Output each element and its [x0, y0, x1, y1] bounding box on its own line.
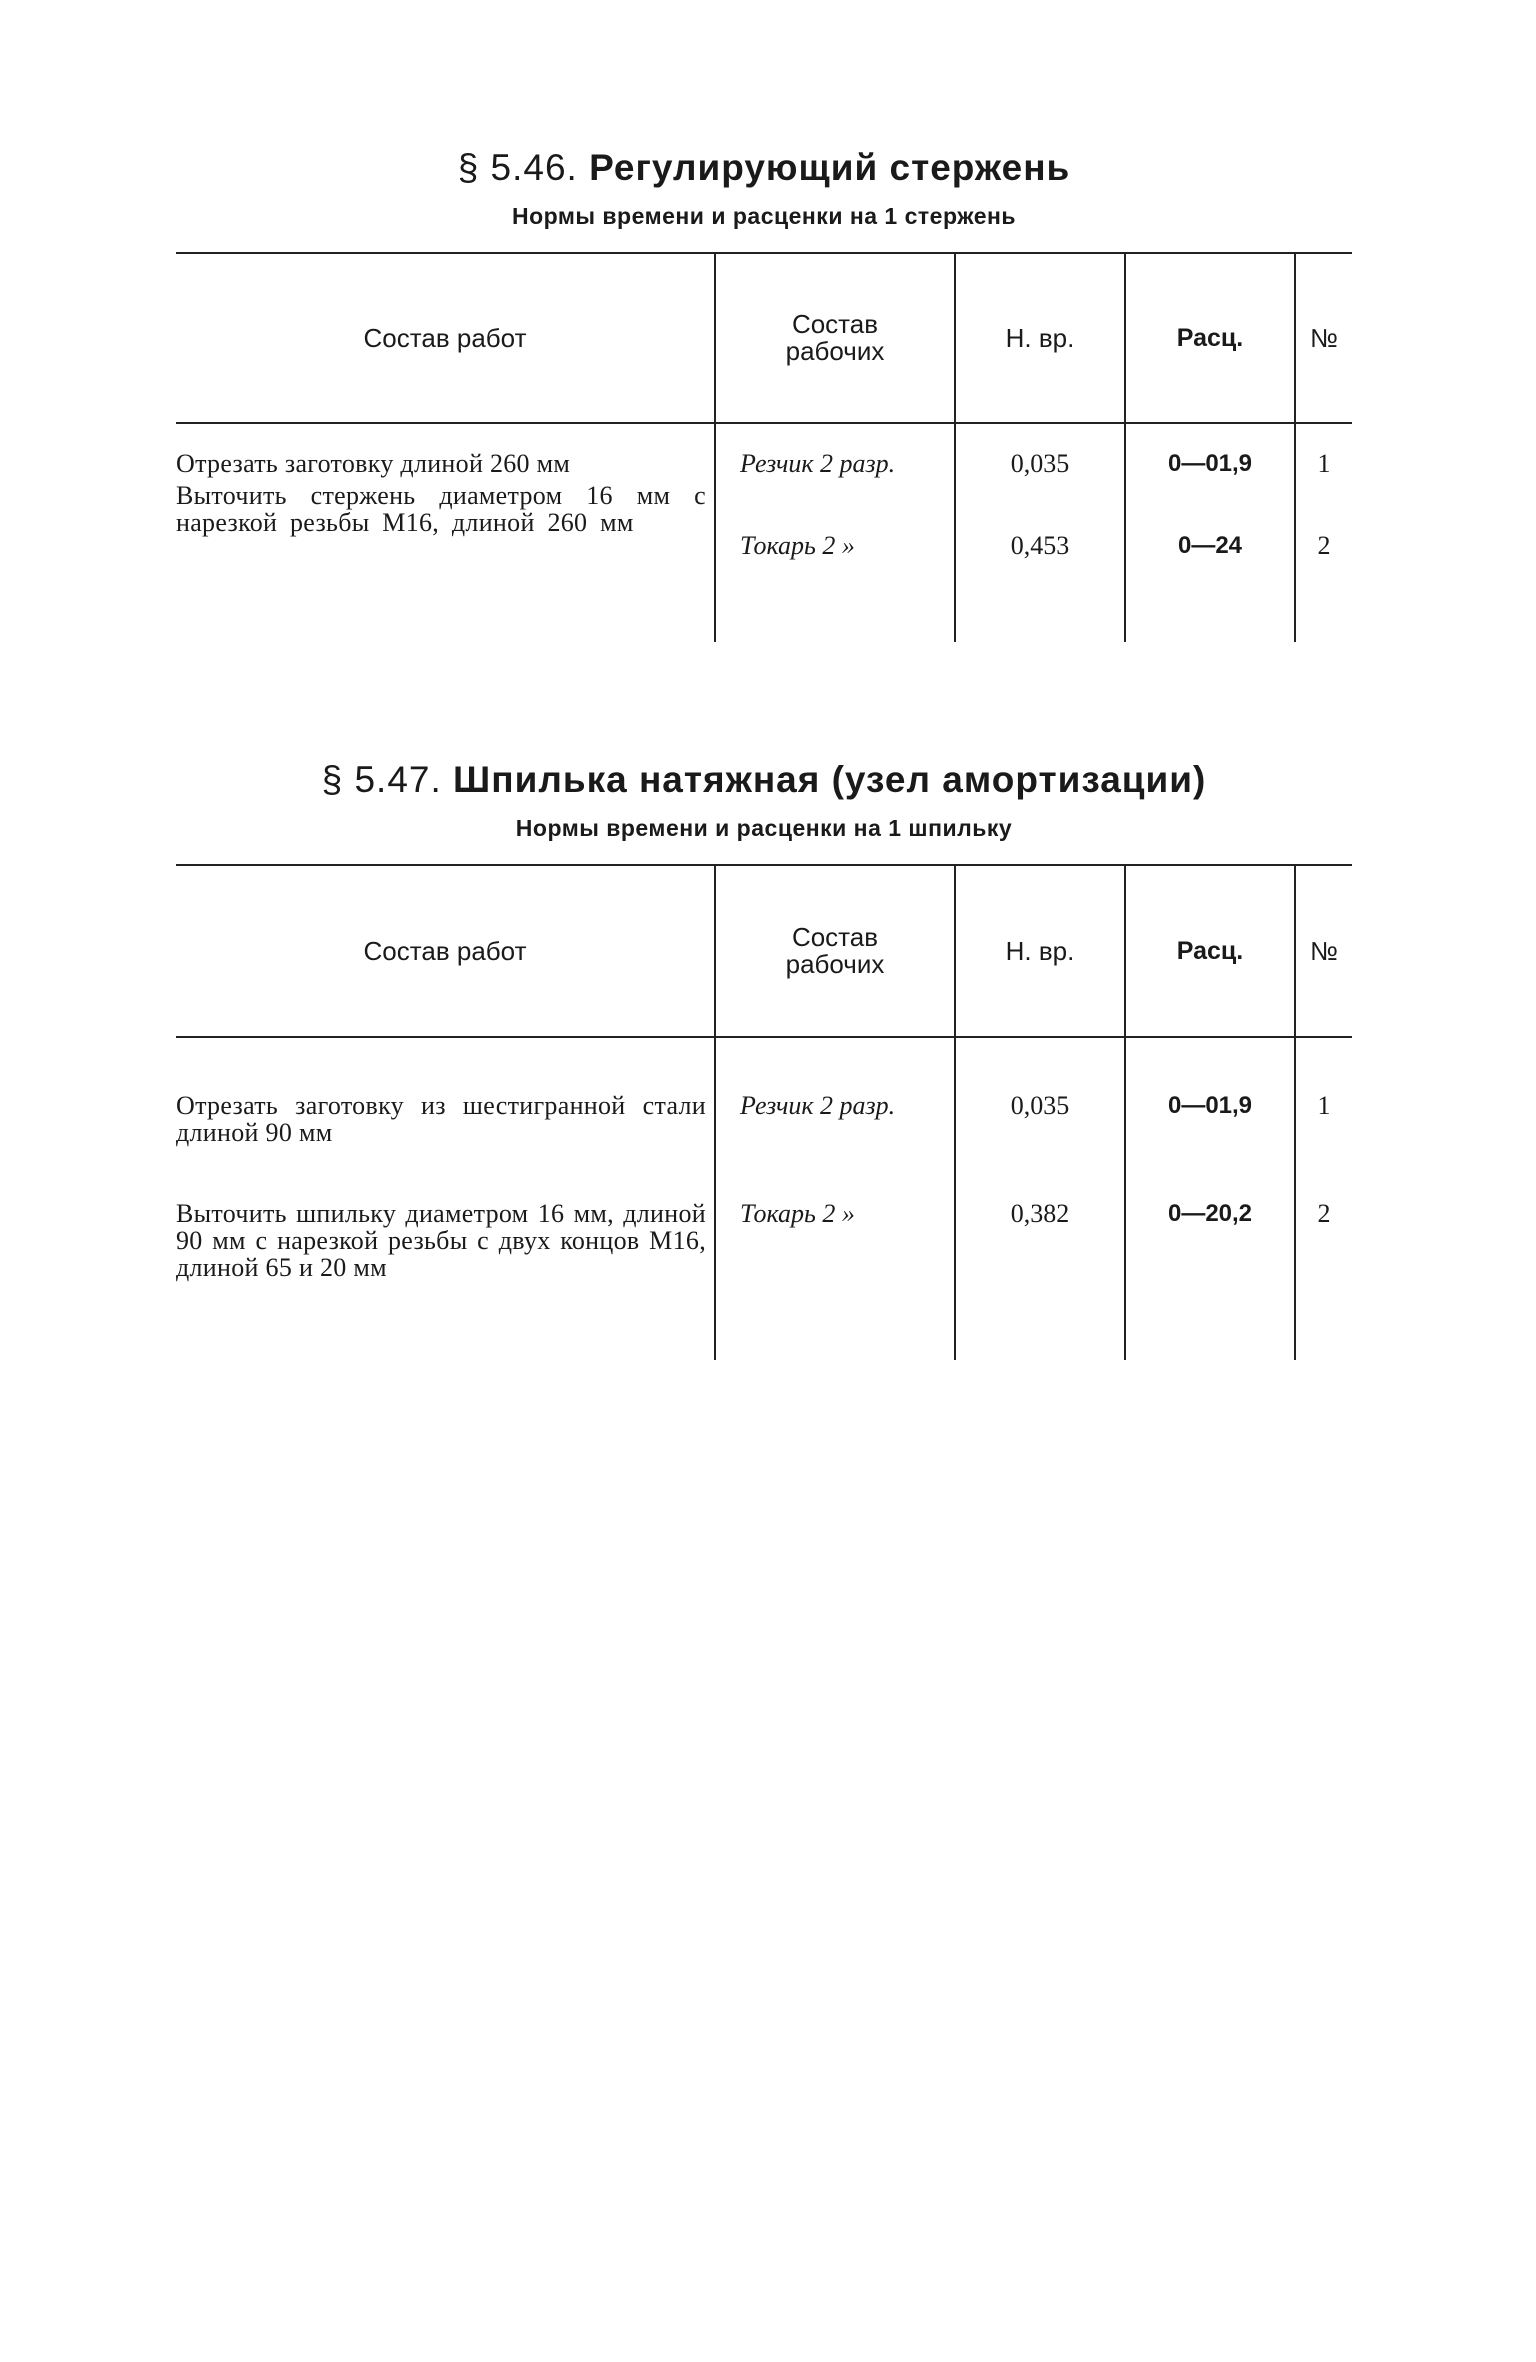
row-1-number: 1 [1317, 449, 1331, 478]
norms-table [176, 252, 1352, 642]
table-header [176, 254, 1352, 424]
header-time: Н. вр. [954, 866, 1124, 1036]
workers-column [714, 424, 954, 642]
header-time: Н. вр. [954, 254, 1124, 422]
row-2-work: Выточить стержень диаметром 16 мм с нарезкой резьбы М16, длиной 260 мм [176, 481, 706, 537]
row-2-work: Выточить шпильку диаметром 16 мм, длиной 90 мм с нарезкой резьбы с двух концов М16, длиной 65 и 20 мм [176, 1199, 706, 1282]
section-title [176, 758, 1352, 802]
header-number: № [1294, 866, 1352, 1036]
row-2-price: 0—24 [1177, 532, 1243, 559]
row-2-time: 0,382 [1010, 1199, 1070, 1228]
header-work: Состав работ [363, 322, 527, 353]
norms-table [176, 864, 1352, 1360]
row-1-price: 0—01,9 [1167, 450, 1253, 477]
workers-column [714, 1038, 954, 1360]
row-1-time: 0,035 [1010, 449, 1070, 478]
section-title-text: Шпилька натяжная (узел амортизации) [453, 759, 1207, 800]
section-5-46 [176, 146, 1352, 642]
number-column [1294, 424, 1352, 642]
section-number: § 5.47. [321, 759, 442, 800]
section-title [176, 146, 1352, 190]
row-2-worker: Токарь 2 » [740, 531, 855, 560]
row-1-work: Отрезать заготовку длиной 260 мм [176, 449, 571, 478]
work-column [176, 1038, 714, 1360]
header-workers: Состав рабочих [714, 254, 954, 422]
header-workers: Состав рабочих [714, 866, 954, 1036]
row-2-worker: Токарь 2 » [740, 1199, 855, 1228]
row-1-worker: Резчик 2 разр. [740, 1091, 896, 1120]
time-column [954, 1038, 1124, 1360]
work-column [176, 424, 714, 642]
row-1-number: 1 [1317, 1091, 1331, 1120]
row-2-price: 0—20,2 [1167, 1200, 1253, 1227]
price-column [1124, 424, 1294, 642]
section-subtitle: Нормы времени и расценки на 1 стержень [511, 203, 1017, 229]
price-column [1124, 1038, 1294, 1360]
row-1-worker: Резчик 2 разр. [740, 449, 896, 478]
section-subtitle: Нормы времени и расценки на 1 шпильку [515, 815, 1013, 841]
section-title-text: Регулирующий стержень [589, 147, 1071, 188]
row-1-time: 0,035 [1010, 1091, 1070, 1120]
table-body [176, 1038, 1352, 1360]
table-header [176, 866, 1352, 1038]
row-2-number: 2 [1317, 1199, 1331, 1228]
row-1-price: 0—01,9 [1167, 1092, 1253, 1119]
header-price: Расц. [1124, 254, 1294, 422]
row-2-time: 0,453 [1010, 531, 1070, 560]
section-number: § 5.46. [457, 147, 578, 188]
header-number: № [1294, 254, 1352, 422]
row-2-number: 2 [1317, 531, 1331, 560]
row-1-work: Отрезать заготовку из шестигранной стали длиной 90 мм [176, 1091, 706, 1147]
table-body [176, 424, 1352, 642]
number-column [1294, 1038, 1352, 1360]
header-price: Расц. [1124, 866, 1294, 1036]
section-5-47 [176, 758, 1352, 1360]
time-column [954, 424, 1124, 642]
header-work: Состав работ [363, 935, 527, 966]
